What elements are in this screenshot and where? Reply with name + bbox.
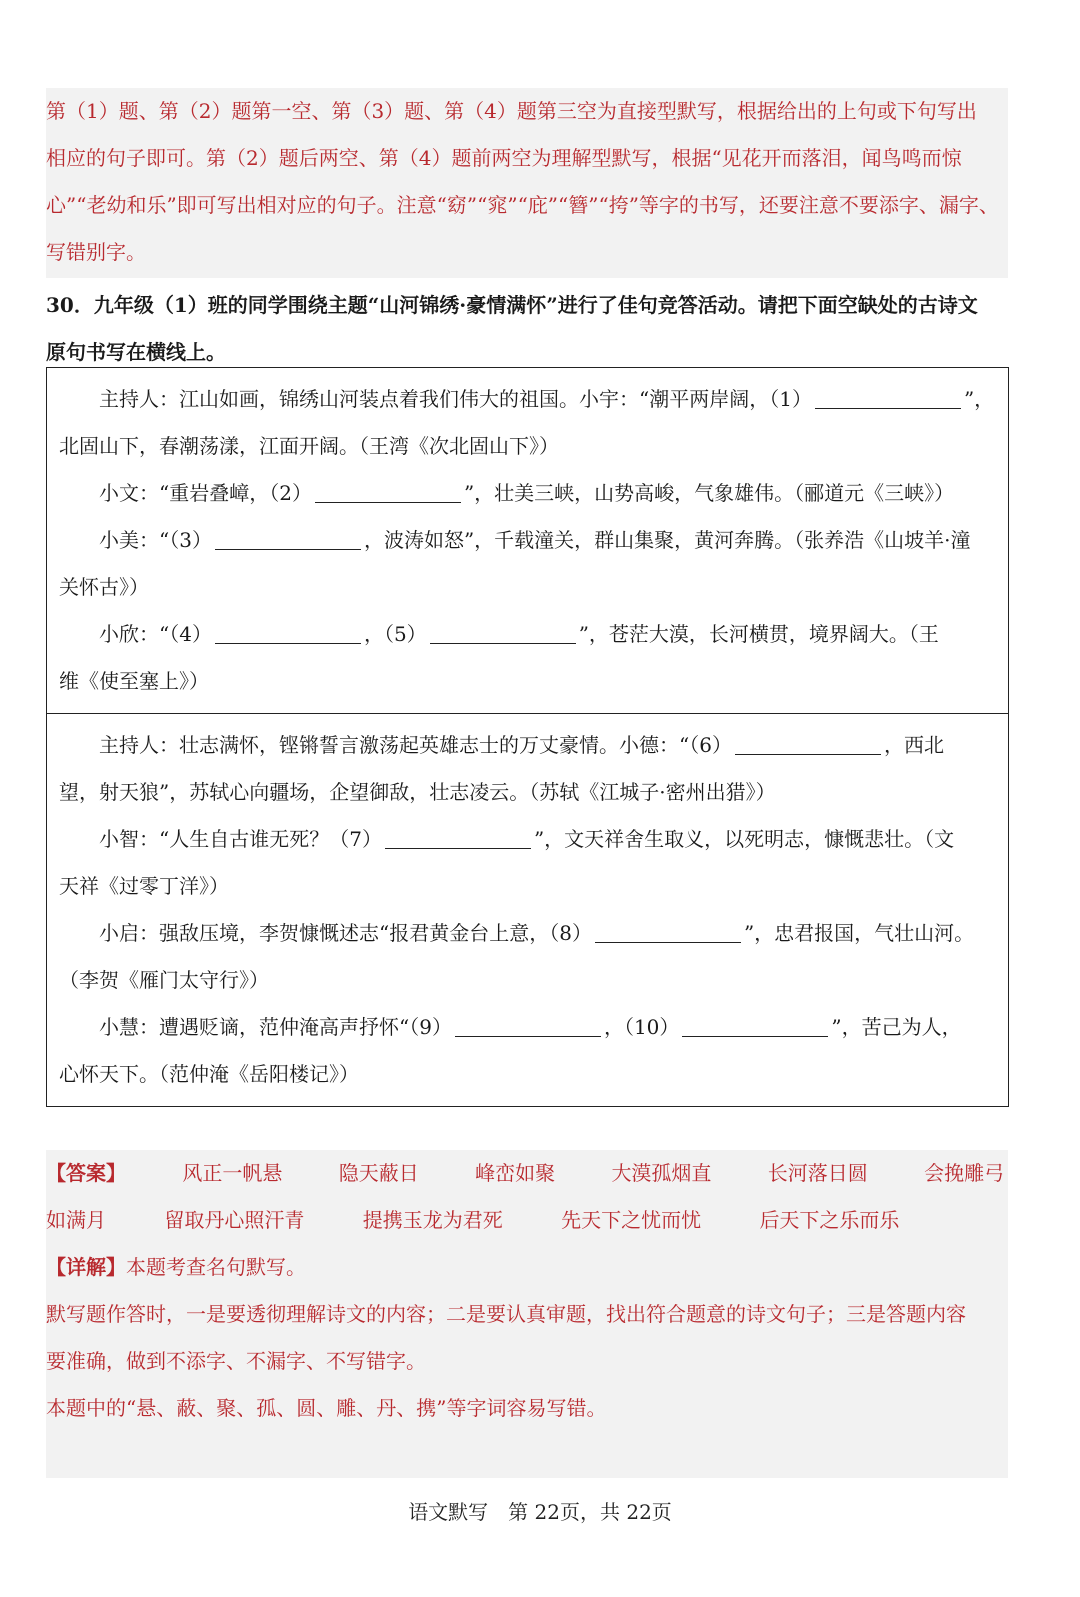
dialogue-xiaozhi: 小智：“人生自古谁无死？（7） ”，文天祥舍生取义，以死明志，慷慨悲壮。（文: [99, 827, 955, 851]
answer-item: 峰峦如聚: [475, 1161, 556, 1185]
dialogue-host-1-cont: 北固山下，春潮荡漾，江面开阔。（王湾《次北固山下》）: [59, 434, 559, 458]
dialogue-host-2: 主持人：壮志满怀，铿锵誓言激荡起英雄志士的万丈豪情。小德：“（6） ，西北: [99, 733, 944, 757]
answer-row-2: [46, 1197, 1008, 1244]
answer-item: 提携玉龙为君死: [362, 1208, 503, 1232]
dialogue-xiaowen: 小文：“重岩叠嶂，（2） ”，壮美三峡，山势高峻，气象雄伟。（郦道元《三峡》）: [99, 481, 955, 505]
answer-item: 先天下之忧而忧: [561, 1208, 702, 1232]
dialogue-host-1: 主持人：江山如画，锦绣山河装点着我们伟大的祖国。小宇：“潮平两岸阔，（1） ”，: [99, 387, 995, 411]
answer-item: 会挽雕弓: [924, 1161, 1005, 1185]
detail-text: 本题考查名句默写。: [126, 1255, 306, 1279]
answer-item: 大漠孤烟直: [611, 1161, 712, 1185]
dialogue-xiaozhi-cont: 天祥《过零丁洋》）: [59, 874, 229, 898]
dialogue-xiaoqi: 小启：强敌压境，李贺慷慨述志“报君黄金台上意，（8） ”，忠君报国，气壮山河。: [99, 921, 975, 945]
blank-6[interactable]: [735, 732, 881, 755]
question-30: [46, 282, 1010, 376]
section-haoqing: [47, 713, 1008, 1106]
blank-3[interactable]: [215, 527, 361, 550]
question-line: 原句书写在横线上。: [46, 340, 226, 364]
dialogue-xiaomei-cont: 关怀古》）: [59, 575, 149, 599]
blank-4[interactable]: [215, 621, 361, 644]
explanation-line: 相应的句子即可。第（2）题后两空、第（4）题前两空为理解型默写，根据“见花开而落泪，闻鸟鸣而惊: [46, 146, 962, 170]
blank-8[interactable]: [595, 920, 741, 943]
answer-item: 留取丹心照汗青: [164, 1208, 305, 1232]
dialogue-host-2-cont: 望，射天狼”，苏轼心向疆场，企望御敌，壮志凌云。（苏轼《江城子·密州出猎》）: [59, 780, 776, 804]
answer-row-1: [46, 1150, 1008, 1197]
detail-line: 本题中的“悬、蔽、聚、孤、圆、雕、丹、携”等字词容易写错。: [46, 1396, 607, 1420]
blank-2[interactable]: [315, 480, 461, 503]
blank-9[interactable]: [455, 1014, 601, 1037]
dialogue-xiaomei: 小美：“（3） ，波涛如怒”，千载潼关，群山集聚，黄河奔腾。（张养浩《山坡羊·潼: [99, 528, 971, 552]
explanation-line: 心”“老幼和乐”即可写出相对应的句子。注意“窈”“窕”“庇”“簪”“挎”等字的书写，还要注意不要添字、漏字、: [46, 193, 999, 217]
dialogue-xiaohui: 小慧：遭遇贬谪，范仲淹高声抒怀“（9） ，（10） ”，苦己为人，: [99, 1015, 962, 1039]
blank-5[interactable]: [430, 621, 576, 644]
answer-item: 风正一帆悬: [182, 1161, 283, 1185]
previous-answer-explanation: [46, 88, 1008, 278]
detail-line: 默写题作答时，一是要透彻理解诗文的内容；二是要认真审题，找出符合题意的诗文句子；三是答题内容: [46, 1302, 966, 1326]
blank-1[interactable]: [815, 386, 961, 409]
section-shanhe: [47, 368, 1008, 713]
detail-line: 要准确，做到不添字、不漏字、不写错字。: [46, 1349, 426, 1373]
detail-label: 【详解】: [46, 1255, 126, 1279]
question-line: 30．九年级（1）班的同学围绕主题“山河锦绣·豪情满怀”进行了佳句竞答活动。请把下面空缺处的古诗文: [46, 293, 978, 317]
answer-item: 如满月: [46, 1208, 106, 1232]
dialogue-xiaohui-cont: 心怀天下。（范仲淹《岳阳楼记》）: [59, 1062, 359, 1086]
explanation-line: 第（1）题、第（2）题第一空、第（3）题、第（4）题第三空为直接型默写，根据给出的上句或下句写出: [46, 99, 977, 123]
answer-section: [46, 1150, 1008, 1478]
detail-row: [46, 1244, 1008, 1291]
answer-item: 长河落日圆: [767, 1161, 868, 1185]
blank-10[interactable]: [682, 1014, 828, 1037]
blank-7[interactable]: [385, 826, 531, 849]
answer-label: 【答案】: [46, 1161, 126, 1185]
page-footer: 语文默写 第 22页，共 22页: [408, 1500, 672, 1524]
answer-item: 隐天蔽日: [338, 1161, 419, 1185]
question-box: [46, 367, 1009, 1107]
dialogue-xiaoxin-cont: 维《使至塞上》）: [59, 669, 209, 693]
explanation-line: 写错别字。: [46, 240, 146, 264]
answer-item: 后天下之乐而乐: [759, 1208, 900, 1232]
dialogue-xiaoxin: 小欣：“（4） ，（5） ”，苍茫大漠，长河横贯，境界阔大。（王: [99, 622, 939, 646]
dialogue-xiaoqi-cont: （李贺《雁门太守行》）: [59, 968, 269, 992]
